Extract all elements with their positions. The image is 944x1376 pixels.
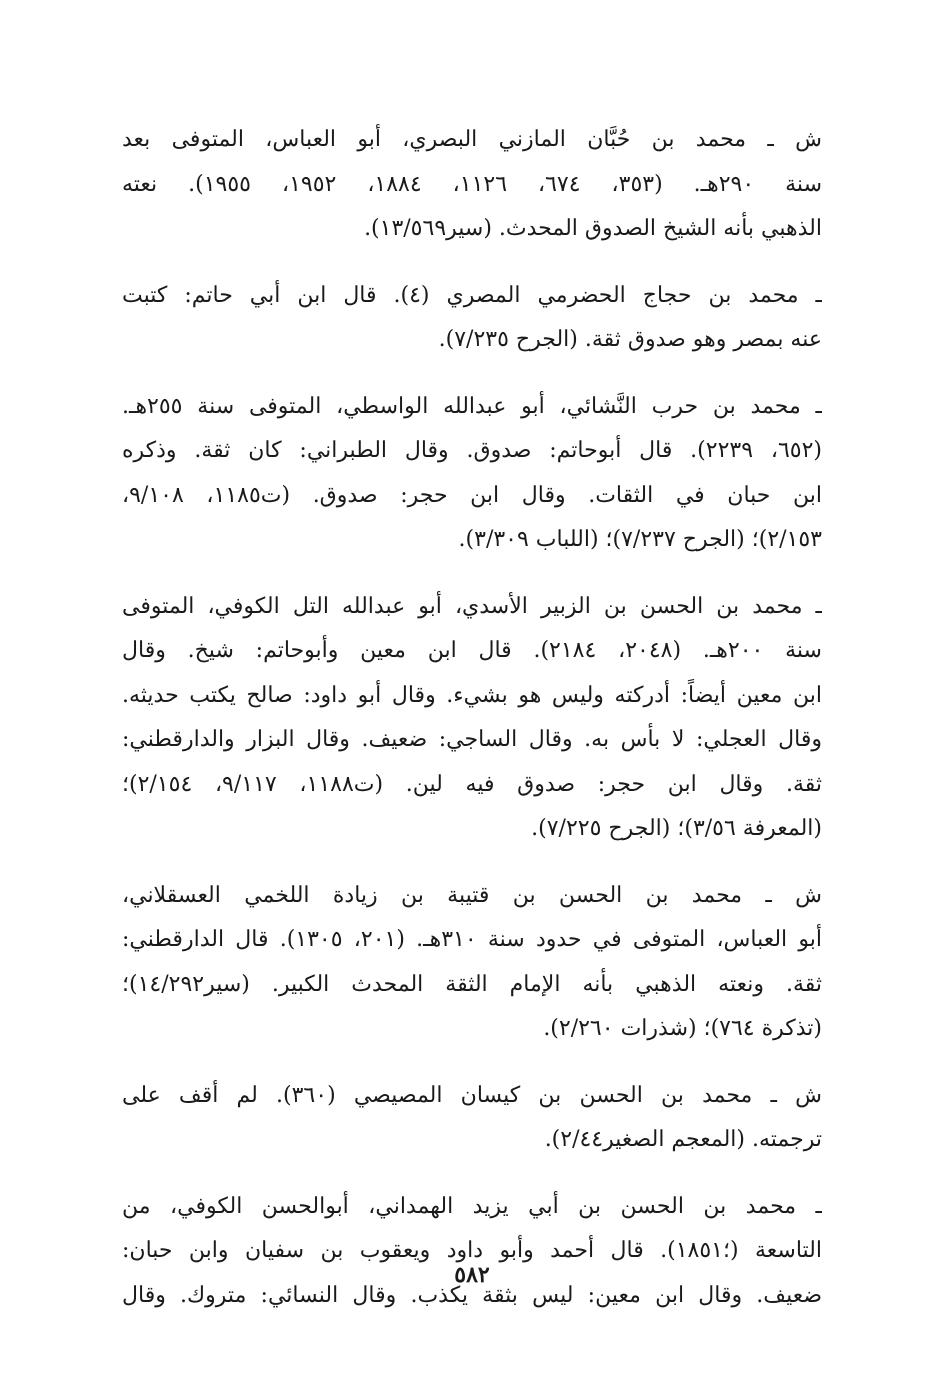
text-line: ش ـ محمد بن حُبَّان المازني البصري، أبو العباس، المتوفى بعد xyxy=(122,127,822,152)
text-line: ثقة. وقال ابن حجر: صدوق فيه لين. (ت١١٨٨، ٩/١١٧، ٢/١٥٤)؛ xyxy=(122,771,822,797)
text-line: ـ محمد بن حجاج الحضرمي المصري (٤). قال ابن أبي حاتم: كتبت xyxy=(122,282,822,308)
text-line: ـ محمد بن حرب النَّشائي، أبو عبدالله الواسطي، المتوفى سنة ٢٥٥هـ. xyxy=(122,393,822,419)
page-body xyxy=(122,118,822,1340)
entry-muhammad-ibn-al-hasan-ibn-abi-yazid xyxy=(122,1185,822,1319)
text-line: عنه بمصر وهو صدوق ثقة. (الجرح ٧/٢٣٥). xyxy=(438,327,822,352)
page-number: ٥٨٢ xyxy=(454,1262,490,1288)
text-line: ترجمته. (المعجم الصغير٢/٤٤). xyxy=(544,1127,822,1152)
entry-muhammad-ibn-al-hasan-ibn-qutayba xyxy=(122,874,822,1052)
text-line: ٢/١٥٣)؛ (الجرح ٧/٢٣٧)؛ (اللباب ٣/٣٠٩). xyxy=(458,527,822,552)
entry-muhammad-ibn-hibban xyxy=(122,118,822,252)
entry-muhammad-ibn-al-hasan-ibn-al-zubayr xyxy=(122,585,822,852)
text-line: سنة ٢٠٠هـ. (٢٠٤٨، ٢١٨٤). قال ابن معين وأبوحاتم: شيخ. وقال xyxy=(122,638,822,663)
text-line: ش ـ محمد بن الحسن بن كيسان المصيصي (٣٦٠). لم أقف على xyxy=(122,1082,822,1108)
text-line: ابن معين أيضاً: أدركته وليس هو بشيء. وقال أبو داود: صالح يكتب حديثه. xyxy=(122,682,822,708)
text-line: وقال العجلي: لا بأس به. وقال الساجي: ضعيف. وقال البزار والدارقطني: xyxy=(122,727,822,752)
text-line: سنة ٢٩٠هـ. (٣٥٣، ٦٧٤، ١١٢٦، ١٨٨٤، ١٩٥٢، ١٩٥٥). نعته xyxy=(122,171,822,197)
entry-muhammad-ibn-hajjaj xyxy=(122,274,822,363)
entry-muhammad-ibn-harb xyxy=(122,385,822,563)
text-line: ضعيف. وقال ابن معين: ليس بثقة يكذب. وقال النسائي: متروك. وقال xyxy=(122,1282,822,1308)
text-line: (المعرفة ٣/٥٦)؛ (الجرح ٧/٢٢٥). xyxy=(531,816,822,841)
text-line: ش ـ محمد بن الحسن بن قتيبة بن زيادة اللخمي العسقلاني، xyxy=(122,882,822,908)
text-line: (٦٥٢، ٢٢٣٩). قال أبوحاتم: صدوق. وقال الطبراني: كان ثقة. وذكره xyxy=(122,438,822,463)
text-line: (تذكرة ٧٦٤)؛ (شذرات ٢/٢٦٠). xyxy=(543,1016,822,1041)
text-line: أبو العباس، المتوفى في حدود سنة ٣١٠هـ. (٢٠١، ١٣٠٥). قال الدارقطني: xyxy=(122,927,822,952)
text-line: ثقة. ونعته الذهبي بأنه الإمام الثقة المحدث الكبير. (سير١٤/٢٩٢)؛ xyxy=(122,971,822,997)
text-line: الذهبي بأنه الشيخ الصدوق المحدث. (سير١٣/٥٦٩). xyxy=(364,216,822,241)
text-line: ابن حبان في الثقات. وقال ابن حجر: صدوق. (ت١١٨٥، ٩/١٠٨، xyxy=(122,482,822,508)
entry-muhammad-ibn-al-hasan-ibn-kaysan xyxy=(122,1074,822,1163)
text-line: التاسعة (؛١٨٥١). قال أحمد وأبو داود ويعقوب بن سفيان وابن حبان: xyxy=(122,1238,822,1263)
text-line: ـ محمد بن الحسن بن الزبير الأسدي، أبو عبدالله التل الكوفي، المتوفى xyxy=(122,593,822,619)
text-line: ـ محمد بن الحسن بن أبي يزيد الهمداني، أبوالحسن الكوفي، من xyxy=(122,1193,822,1219)
